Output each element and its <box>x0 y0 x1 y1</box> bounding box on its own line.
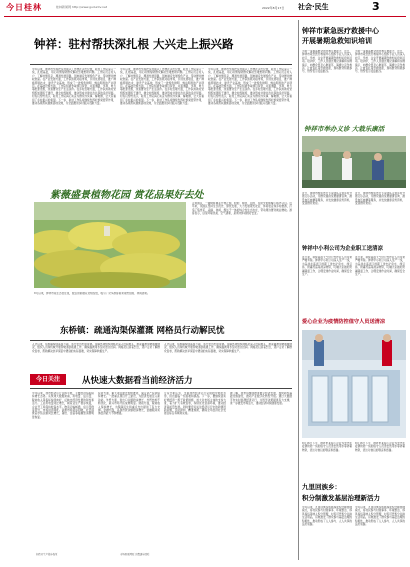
sme-body-col-2: 连日来，持续高温天气给户外作业人员带来严峻考验。钟祥中小利公司深入生产一线，为奋战在高温下的职工送去矿泉水、绿豆汤、防暑药品等清凉物资，叮嘱大家做好防暑降温工作，合理安排作业时间，确保安全生产。 <box>355 256 405 277</box>
bigdata-col-2: 投资方面，重大项目建设加快推进，固定资产投资保持增长。一批重点项目开工建设，为经济发展注入新动能。外贸方面，进出口总额稳步增长，外贸结构不断优化，新兴市场开拓成效明显。财政方面，税收收入保持增长，为保障民生和重点支出提供了有力支撑。金融方面，各项贷款余额稳步增长，金融服务实体经济能力不断增强。 <box>98 392 160 416</box>
volunteer-body-col-2: 近日，钟祥市组织医疗专家团队走进乡村开展义诊活动，为群众提供免费健康咨询、测量血压血糖等服务，并发放健康宣传资料，受到群众欢迎。 <box>355 192 405 206</box>
jiuli-headline-line-2: 积分制激发基层治理新活力 <box>302 494 380 502</box>
main-story-col-3: 今年以来，钟祥市坚持把乡村振兴工作摆在突出位置，驻村工作队深入一线，扎根基层，用心用情帮助群众解决急难愁盼问题。工作队员走村入户，了解村情民意，理清发展思路，因地制宜发展特色产业，带动群众增收致富。在产业发展方面，工作队积极对接市场，引进优质项目，推广种植养殖技术，建设产业基地，形成了一批特色鲜明、效益明显的产业项目。在基础设施方面，工作队积极争取项目资金，完善道路、水利、电力等配套设施，改善群众生产生活条件。在乡村治理方面，工作队协助村党组织加强班子建设，健全村级制度，推动形成共建共治共享的良好局面。村民们纷纷表示，驻村工作队真心实意为群众办实事、解难题，让大家看到了乡村振兴的希望。下一步，驻村工作队将继续发挥好桥梁纽带作用，推动各项帮扶措施落地见效，为全面推进乡村振兴贡献力量。 <box>208 68 292 106</box>
jiuli-body-col-1: 今年以来，九里回族乡积极探索积分制管理模式，将村民参与村级事务、环境整治、移风易俗等纳入积分管理，村民可凭积分兑换生活用品，有效激发了群众参与基层治理的积极性，推动形成了人人参与、人人共享的良好氛围。 <box>302 506 352 527</box>
garden-headline: 紫薇盛景植物花园 赏花品果好去处 <box>50 190 204 201</box>
masthead <box>0 0 410 14</box>
bigdata-col-1: 今年以来，我市经济运行总体平稳，主要经济指标保持增长态势。从快速大数据来看，用电量、货运量、税收收入等指标持续向好，反映出经济发展的韧性和活力。工业用电量同比增长，制造业生产稳步恢复，企业开工率保持较高水平。物流运输畅通，货运量稳步回升，市场供需两旺。消费市场逐步回暖，社会消费品零售总额同比增长，餐饮、住宿等接触型消费明显恢复。 <box>32 392 94 419</box>
section-tag: 今日关注 <box>30 374 66 385</box>
bigdata-headline: 从快速大数据看当前经济活力 <box>82 376 193 386</box>
bigdata-footer-1: 制造业生产稳步恢复 <box>36 553 58 556</box>
main-story-col-1: 今年以来，钟祥市坚持把乡村振兴工作摆在突出位置，驻村工作队深入一线，扎根基层，用心用情帮助群众解决急难愁盼问题。工作队员走村入户，了解村情民意，理清发展思路，因地制宜发展特色产业，带动群众增收致富。在产业发展方面，工作队积极对接市场，引进优质项目，推广种植养殖技术，建设产业基地，形成了一批特色鲜明、效益明显的产业项目。在基础设施方面，工作队积极争取项目资金，完善道路、水利、电力等配套设施，改善群众生产生活条件。在乡村治理方面，工作队协助村党组织加强班子建设，健全村级制度，推动形成共建共治共享的良好局面。村民们纷纷表示，驻村工作队真心实意为群众办实事、解难题，让大家看到了乡村振兴的希望。下一步，驻村工作队将继续发挥好桥梁纽带作用，推动各项帮扶措施落地见效，为全面推进乡村振兴贡献力量。 <box>32 68 116 106</box>
bigdata-footer-2: 市场供需两旺 消费逐步回暖 <box>120 553 150 556</box>
jiuli-headline-line-1: 九里回族乡： <box>302 483 341 491</box>
bigdata-rule <box>30 388 292 389</box>
garden-photo-art <box>34 202 186 288</box>
jiuli-body-col-2: 今年以来，九里回族乡积极探索积分制管理模式，将村民参与村级事务、环境整治、移风易俗等纳入积分管理，村民可凭积分兑换生活用品，有效激发了群众参与基层治理的积极性，推动形成了人人参与、人人共享的良好氛围。 <box>355 506 405 527</box>
main-story-col-2: 今年以来，钟祥市坚持把乡村振兴工作摆在突出位置，驻村工作队深入一线，扎根基层，用心用情帮助群众解决急难愁盼问题。工作队员走村入户，了解村情民意，理清发展思路，因地制宜发展特色产业，带动群众增收致富。在产业发展方面，工作队积极对接市场，引进优质项目，推广种植养殖技术，建设产业基地，形成了一批特色鲜明、效益明显的产业项目。在基础设施方面，工作队积极争取项目资金，完善道路、水利、电力等配套设施，改善群众生产生活条件。在乡村治理方面，工作队协助村党组织加强班子建设，健全村级制度，推动形成共建共治共享的良好局面。村民们纷纷表示，驻村工作队真心实意为群众办实事、解难题，让大家看到了乡村振兴的希望。下一步，驻村工作队将继续发挥好桥梁纽带作用，推动各项帮扶措施落地见效，为全面推进乡村振兴贡献力量。 <box>120 68 204 106</box>
garden-photo <box>34 202 186 288</box>
newspaper-logo: 今日桂林 <box>6 3 42 12</box>
clinic-body-col-1: 为进一步提高群众的自救互救能力，近日，钟祥市紧急医疗救援中心组织专业人员深入社区、学校、企业开展暑期急救知识培训活动。培训中，工作人员通过理论讲解和实操演示，向群众普及心肺复苏、海姆立克急救法、止血包扎等急救技能，现场群众积极参与，纷纷表示受益匪浅。 <box>302 50 352 74</box>
dongqiao-col-1: 入伏以来，东桥镇持续高温少雨，部分农田出现旱情。该镇迅速组织网格员深入田间地头，排查灌溉沟渠堵塞情况，组织人员和机械开展沟渠清淤疏通工作，确保灌溉用水及时送达田间。网格员们顶着烈日，逐户走访了解群众需求，帮助解决抗旱保苗中遇到的实际困难，切实保障秋粮生产。 <box>32 343 160 353</box>
clinic-body-col-2: 为进一步提高群众的自救互救能力，近日，钟祥市紧急医疗救援中心组织专业人员深入社区、学校、企业开展暑期急救知识培训活动。培训中，工作人员通过理论讲解和实操演示，向群众普及心肺复苏、海姆立克急救法、止血包扎等急救技能，现场群众积极参与，纷纷表示受益匪浅。 <box>355 50 405 74</box>
masthead-date: 2022年8月17日 <box>262 6 285 10</box>
masthead-rule <box>4 16 406 17</box>
masthead-url: 桂林新闻网 http://www.guiluntv.net <box>56 5 108 9</box>
charity-photo <box>302 330 406 438</box>
bigdata-col-3: 专家分析认为，当前我市经济运行呈现稳中向好态势，但也面临一些困难和挑战。下一步，要继续落实好稳经济一揽子政策措施，加大对市场主体的支持力度，着力扩大有效需求，持续优化营商环境，推动经济高质量发展。同时要密切关注经济运行中的新情况新问题，及时研判，精准施策，确保全年经济社会发展目标任务顺利完成。 <box>164 392 226 416</box>
charity-body-col-2: 8月16日下午，钟祥市某爱心企业为坚守在疫情防控一线的值守人员送去饮用水等防暑物资，表达对他们的敬意和感谢。 <box>355 442 405 452</box>
sme-body-col-1: 连日来，持续高温天气给户外作业人员带来严峻考验。钟祥中小利公司深入生产一线，为奋战在高温下的职工送去矿泉水、绿豆汤、防暑药品等清凉物资，叮嘱大家做好防暑降温工作，合理安排作业时间，确保安全生产。 <box>302 256 352 277</box>
section-name: 社会·民生 <box>298 3 329 11</box>
column-divider <box>298 20 299 560</box>
charity-headline: 爱心企业为疫情防控值守人员送清凉 <box>302 319 386 325</box>
clinic-headline-line-1: 钟祥市紧急医疗救援中心 <box>302 27 379 35</box>
garden-body: 走进园区，一树树紫薇花开得正艳，粉的、紫的、白的，在阳光的照耀下格外夺目。近年来，该园区坚持生态优先、绿色发展，大力发展观光农业、休闲农业和乡村旅游，打造了集赏花、采摘、休闲、娱乐于一体的综合性生态农庄，带动周边群众就业增收。游客表示，这里环境优美、空气清新，是周末休闲的好去处。 <box>192 202 292 216</box>
clinic-photo <box>302 136 406 188</box>
page-number: 3 <box>372 0 380 13</box>
charity-body-col-1: 8月16日下午，钟祥市某爱心企业为坚守在疫情防控一线的值守人员送去饮用水等防暑物资，表达对他们的敬意和感谢。 <box>302 442 352 452</box>
dongqiao-col-2: 入伏以来，东桥镇持续高温少雨，部分农田出现旱情。该镇迅速组织网格员深入田间地头，排查灌溉沟渠堵塞情况，组织人员和机械开展沟渠清淤疏通工作，确保灌溉用水及时送达田间。网格员们顶着烈日，逐户走访了解群众需求，帮助解决抗旱保苗中遇到的实际困难，切实保障秋粮生产。 <box>164 343 292 353</box>
clinic-photo-art <box>302 136 406 188</box>
clinic-headline-line-2: 开展暑期急救知识培训 <box>302 37 372 45</box>
headline-rule <box>30 64 292 65</box>
main-headline: 钟祥：驻村帮扶深扎根 大兴走上振兴路 <box>34 37 234 51</box>
charity-photo-art <box>302 330 406 438</box>
sme-headline: 钟祥中小利公司为企业职工送清凉 <box>302 246 383 252</box>
garden-caption: 8月以来，钟祥市某生态农庄里，数百亩紫薇花竞相绽放，吸引了众多游客前来观赏拍照、休闲游玩。 <box>34 292 150 295</box>
volunteer-body-col-1: 近日，钟祥市组织医疗专家团队走进乡村开展义诊活动，为群众提供免费健康咨询、测量血压血糖等服务，并发放健康宣传资料，受到群众欢迎。 <box>302 192 352 206</box>
volunteer-headline: 钟祥市举办义诊 大栽乐康活 <box>304 125 385 133</box>
bigdata-col-4: 据了解，我市将继续推进数字经济发展，加快新型基础设施建设，推动产业数字化转型升级。通过大数据平台实时监测经济运行，为科学决策提供有力支撑，进一步激发市场活力，推动经济持续健康发展。 <box>230 392 292 406</box>
dongqiao-headline: 东桥镇：疏通沟渠保灌溉 网格员行动解民忧 <box>60 326 225 336</box>
dongqiao-rule <box>30 340 292 341</box>
